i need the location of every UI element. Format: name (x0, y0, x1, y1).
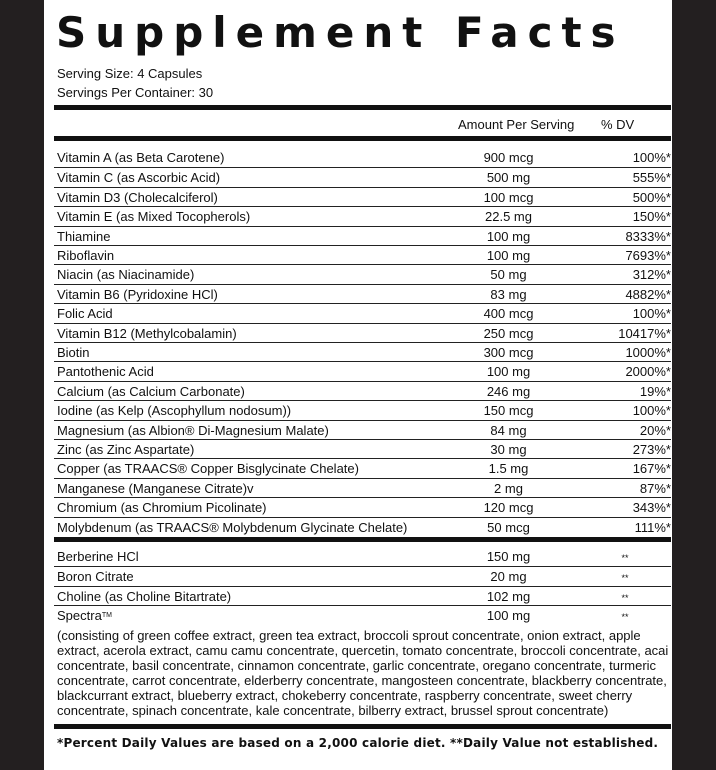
nutrient-amount: 100 mg (486, 228, 531, 244)
table-row (54, 148, 671, 167)
table-row (54, 478, 671, 497)
amount-header: Amount Per Serving (458, 117, 575, 132)
nutrient-dv: 2000%* (625, 364, 671, 380)
nutrient-amount: 250 mcg (483, 325, 534, 341)
nutrient-dv: 100%* (632, 403, 671, 419)
nutrient-dv: 312%* (632, 267, 671, 283)
table-row (54, 264, 671, 283)
nutrient-amount: 900 mcg (483, 150, 534, 165)
table-row (54, 206, 671, 225)
nutrient-amount: 1.5 mg (488, 461, 529, 477)
nutrient-dv: 10417%* (618, 325, 671, 341)
nutrient-dv: 8333%* (625, 228, 671, 244)
nutrient-amount: 30 mg (490, 442, 527, 457)
nutrient-dv: 100%* (632, 306, 671, 322)
note-line: (consisting of green coffee extract, green tea extract, broccoli sprout concentrate, onion extract, apple (57, 628, 641, 643)
nutrient-name: Vitamin B12 (Methylcobalamin) (57, 325, 237, 341)
table-row (54, 420, 671, 439)
nutrient-name: Folic Acid (57, 306, 113, 322)
nutrient-name: Zinc (as Zinc Aspartate) (57, 442, 195, 457)
table-row (54, 497, 671, 516)
nutrient-name: Vitamin D3 (Cholecalciferol) (57, 189, 218, 205)
supplement-facts-panel (44, 0, 672, 770)
nutrient-dv: ** (621, 592, 629, 603)
nutrient-amount: 100 mcg (483, 189, 534, 205)
nutrient-amount: 83 mg (490, 286, 527, 302)
nutrient-dv: 100%* (632, 150, 671, 165)
note-line: blackcurrant extract, blueberry extract, chokeberry concentrate, raspberry concentrate, sweet cherry (57, 688, 633, 703)
nutrient-amount: 50 mg (490, 267, 527, 283)
table-row (54, 303, 671, 322)
nutrient-dv: 343%* (632, 500, 671, 516)
table-row (54, 245, 671, 264)
nutrient-dv: 4882%* (625, 286, 671, 302)
table-row (54, 586, 671, 605)
nutrient-amount: 400 mcg (483, 306, 534, 322)
nutrient-name: Molybdenum (as TRAACS® Molybdenum Glycinate Chelate) (57, 519, 408, 535)
nutrient-dv: 273%* (632, 442, 671, 457)
table-row (54, 187, 671, 206)
note-line: concentrate, basil concentrate, cinnamon concentrate, garlic concentrate, oregano concentrate, turmeric (57, 658, 657, 673)
nutrient-amount: 2 mg (494, 480, 523, 496)
thick-divider (54, 136, 671, 141)
servings-per-container: Servings Per Container: 30 (57, 85, 214, 100)
nutrient-dv: 7693%* (625, 248, 671, 263)
spectra-name: Spectra™ (57, 608, 112, 623)
nutrient-name: Biotin (57, 345, 90, 360)
table-row (54, 547, 671, 566)
nutrient-amount: 20 mg (490, 569, 527, 585)
nutrient-amount: 84 mg (490, 422, 527, 438)
nutrient-dv: 20%* (639, 422, 671, 438)
panel-title: Supplement Facts (56, 8, 625, 57)
nutrient-name: Vitamin E (as Mixed Tocopherols) (57, 209, 251, 225)
table-row (54, 566, 671, 585)
nutrient-dv: 19%* (639, 383, 671, 399)
nutrient-amount: 22.5 mg (485, 209, 532, 225)
nutrient-name: Niacin (as Niacinamide) (57, 267, 195, 283)
spectra-ingredients-note (57, 628, 667, 718)
nutrient-name: Pantothenic Acid (57, 364, 154, 380)
nutrient-name: Copper (as TRAACS® Copper Bisglycinate Chelate) (57, 461, 359, 477)
footnote: *Percent Daily Values are based on a 2,000 calorie diet. **Daily Value not established. (57, 736, 659, 750)
nutrient-name: Chromium (as Chromium Picolinate) (57, 500, 267, 516)
spectra-amount: 100 mg (486, 608, 531, 623)
table-row (54, 284, 671, 303)
spectra-dv: ** (621, 612, 629, 622)
table-row (54, 517, 671, 536)
thick-divider (54, 537, 671, 542)
table-row (54, 458, 671, 477)
nutrient-dv: 87%* (639, 480, 671, 496)
serving-size: Serving Size: 4 Capsules (57, 66, 203, 81)
thick-divider (54, 724, 671, 729)
nutrient-name: Vitamin A (as Beta Carotene) (57, 150, 225, 165)
nutrient-name: Thiamine (57, 228, 111, 244)
nutrient-amount: 50 mcg (487, 519, 530, 535)
thick-divider (54, 105, 671, 110)
nutrient-name: Choline (as Choline Bitartrate) (57, 588, 232, 604)
nutrient-name: Magnesium (as Albion® Di-Magnesium Malate) (57, 422, 329, 438)
nutrient-dv: 150%* (632, 209, 671, 225)
nutrient-dv: 167%* (632, 461, 671, 477)
nutrient-dv: 500%* (632, 189, 671, 205)
table-row (54, 439, 671, 458)
table-row (54, 381, 671, 400)
nutrient-amount: 150 mg (486, 549, 531, 564)
table-row (54, 361, 671, 380)
nutrient-amount: 100 mg (486, 364, 531, 380)
nutrient-dv: ** (621, 553, 629, 563)
nutrient-name: Manganese (Manganese Citrate)v (57, 480, 254, 496)
note-line: extract, acerola extract, camu camu concentrate, quercetin, tomato concentrate, broccoli concentrate, acai (57, 643, 669, 658)
table-row (54, 400, 671, 419)
nutrient-name: Vitamin B6 (Pyridoxine HCl) (57, 286, 218, 302)
nutrient-amount: 246 mg (486, 383, 531, 399)
nutrient-name: Vitamin C (as Ascorbic Acid) (57, 170, 221, 186)
table-row (54, 342, 671, 361)
nutrient-amount: 100 mg (486, 248, 531, 263)
nutrient-name: Berberine HCl (57, 549, 139, 564)
nutrient-dv: ** (621, 573, 629, 584)
table-row (54, 226, 671, 245)
note-line: concentrate, spinach concentrate, kale concentrate, bilberry extract, brussel sprout concentrate) (57, 703, 609, 718)
nutrient-dv: 111%* (634, 519, 671, 535)
nutrient-amount: 102 mg (486, 588, 531, 604)
nutrient-amount: 150 mcg (483, 403, 534, 419)
table-row (54, 323, 671, 342)
dv-header: % DV (601, 117, 635, 132)
nutrient-name: Calcium (as Calcium Carbonate) (57, 383, 245, 399)
table-row (54, 167, 671, 186)
nutrient-amount: 120 mcg (483, 500, 534, 516)
nutrient-name: Riboflavin (57, 248, 115, 263)
table-row (54, 605, 671, 624)
nutrient-name: Boron Citrate (57, 569, 134, 585)
nutrient-amount: 300 mcg (483, 345, 534, 360)
note-line: concentrate, carrot concentrate, elderberry concentrate, mangosteen concentrate, blackberry concentrate, (57, 673, 667, 688)
nutrient-dv: 555%* (632, 170, 671, 186)
nutrient-name: Iodine (as Kelp (Ascophyllum nodosum)) (57, 403, 292, 419)
nutrient-dv: 1000%* (625, 345, 671, 360)
nutrient-amount: 500 mg (486, 170, 531, 186)
